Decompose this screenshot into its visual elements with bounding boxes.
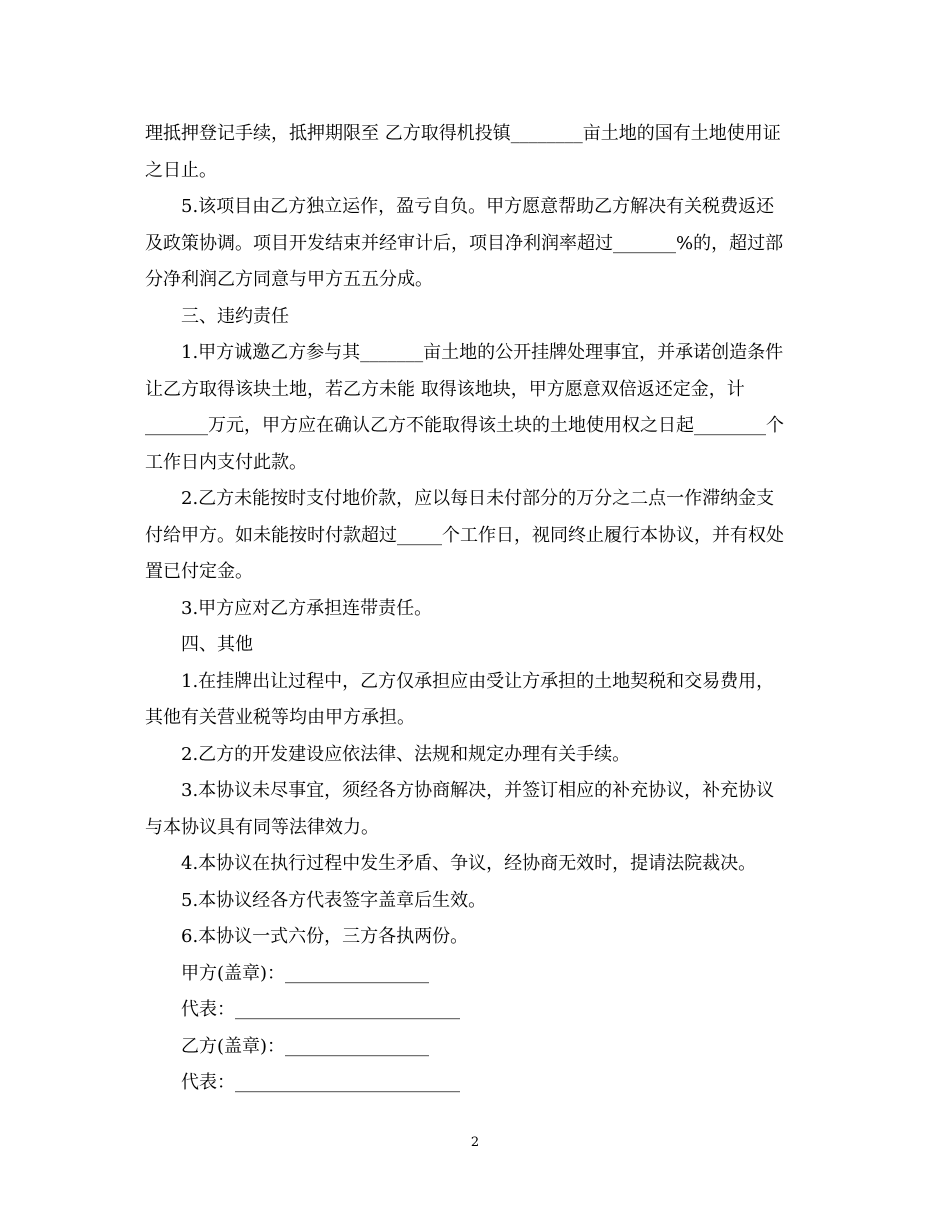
text-line: 理抵押登记手续，抵押期限至 乙方取得机投镇________亩土地的国有土地使用证	[145, 123, 781, 144]
text-line: 3.甲方应对乙方承担连带责任。	[181, 597, 433, 619]
text-line: 及政策协调。项目开发结束并经审计后，项目净利润率超过_______%的，超过部	[145, 232, 784, 254]
text-line: 付给甲方。如未能按时付款超过_____个工作日，视同终止履行本协议，并有权处	[145, 524, 784, 546]
text-line: 乙方(盖章)：________________	[181, 1035, 430, 1057]
text-line: 5.本协议经各方代表签字盖章后生效。	[181, 889, 487, 911]
text-line: 5.该项目由乙方独立运作，盈亏自负。甲方愿意帮助乙方解决有关税费返还	[181, 196, 775, 217]
text-line: 其他有关营业税等均由甲方承担。	[145, 707, 415, 728]
text-line: 1.在挂牌出让过程中，乙方仅承担应由受让方承担的土地契税和交易费用，	[181, 670, 775, 692]
text-line: 4.本协议在执行过程中发生矛盾、争议，经协商无效时，提请法院裁决。	[181, 853, 757, 874]
text-line: 代表：_________________________	[181, 1072, 460, 1093]
text-line: 让乙方取得该块土地，若乙方未能 取得该地块，甲方愿意双倍返还定金，计	[145, 378, 745, 400]
text-line: 置已付定金。	[145, 561, 253, 582]
text-line: 2.乙方未能按时支付地价款，应以每日未付部分的万分之二点一作滞纳金支	[181, 488, 775, 509]
text-line: 1.甲方诚邀乙方参与其_______亩土地的公开挂牌处理事宜，并承诺创造条件	[181, 342, 784, 363]
text-line: 甲方(盖章)：________________	[181, 962, 430, 984]
text-line: 3.本协议未尽事宜，须经各方协商解决，并签订相应的补充协议，补充协议	[181, 780, 775, 801]
text-line: _______万元，甲方应在确认乙方不能取得该土块的土地使用权之日起________个	[145, 415, 784, 436]
text-line: 2.乙方的开发建设应依法律、法规和规定办理有关手续。	[181, 743, 631, 765]
text-line: 之日止。	[145, 159, 217, 181]
text-line: 工作日内支付此款。	[145, 451, 307, 473]
text-line: 四、其他	[181, 634, 253, 655]
document-body	[145, 116, 805, 1102]
text-line: 与本协议具有同等法律效力。	[145, 816, 379, 838]
text-line: 分净利润乙方同意与甲方五五分成。	[145, 269, 433, 290]
text-line: 6.本协议一式六份，三方各执两份。	[181, 926, 469, 947]
page-number: 2	[470, 1135, 480, 1150]
text-line: 三、违约责任	[181, 305, 289, 327]
text-line: 代表：_________________________	[181, 999, 460, 1020]
